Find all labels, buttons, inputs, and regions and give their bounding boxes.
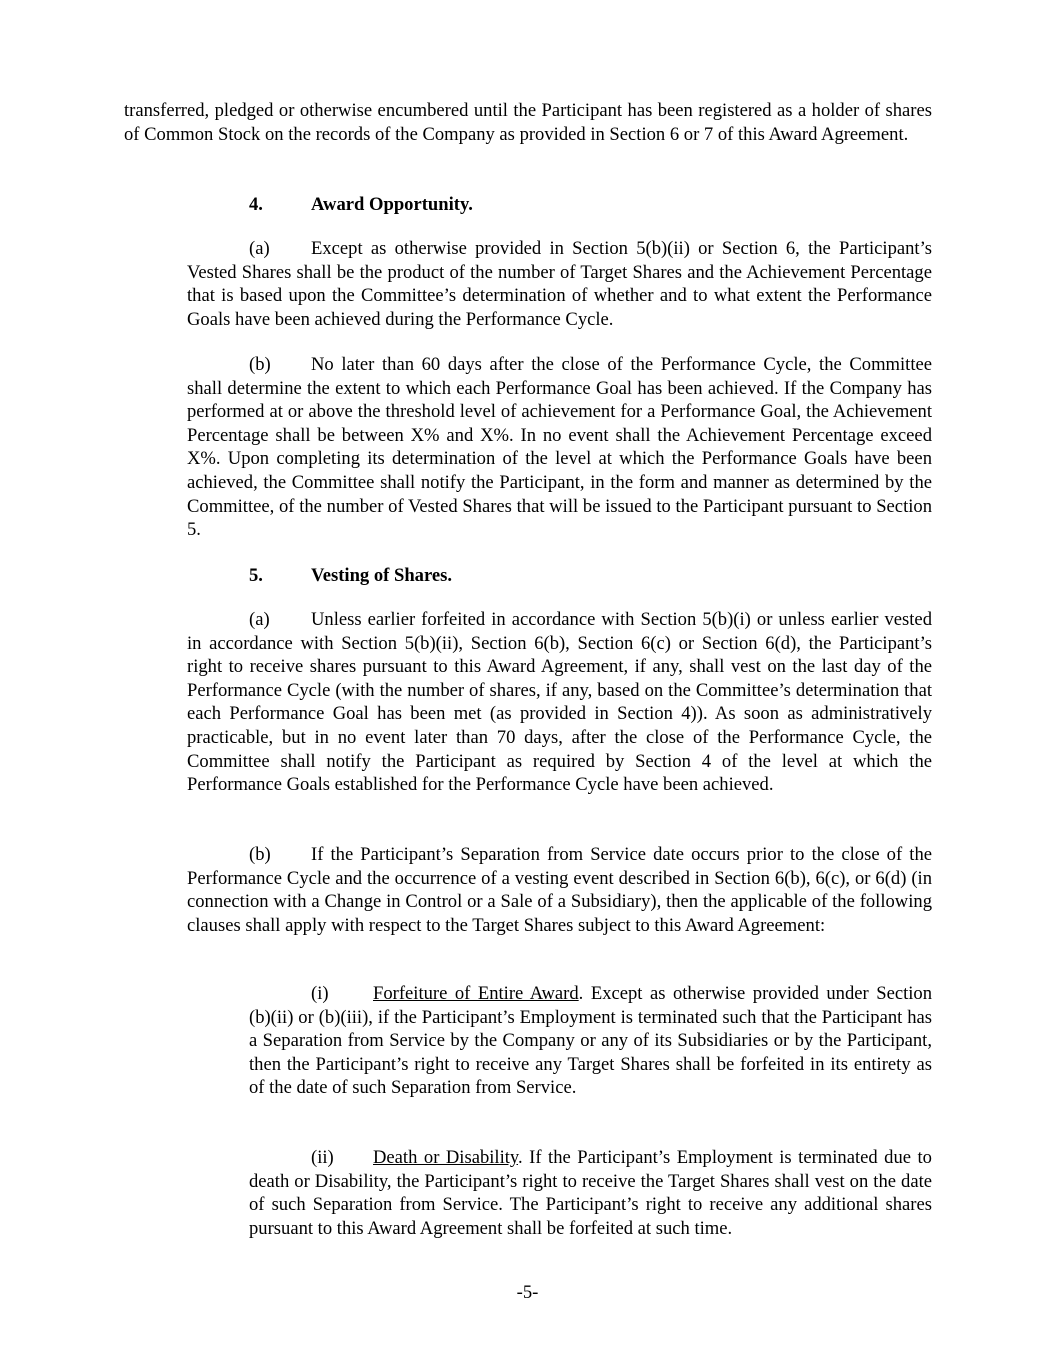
section-4-number: 4. xyxy=(249,194,263,215)
section-5-number: 5. xyxy=(249,565,263,586)
section-5b-ii-label: (ii) xyxy=(311,1147,334,1168)
section-5b-i-text: . Except as otherwise provided under Section (b)(ii) or (b)(iii), if the Participant’s Employment is terminated such that the Participant has a Separation from Service by the Company or any of its Subsidiaries or by the Participant, then the Participant’s right to receive any Target Shares shall be forfeited in its entirety as of the date of such Separation from Service. xyxy=(249,983,932,1099)
section-5b-ii-paragraph xyxy=(249,1146,932,1240)
section-5b-i-label: (i) xyxy=(311,983,329,1004)
section-5b-text: If the Participant’s Separation from Service date occurs prior to the close of the Performance Cycle and the occurrence of a vesting event described in Section 6(b), 6(c), or 6(d) (in connection with a Change in Control or a Sale of a Subsidiary), then the applicable of the following clauses shall apply with respect to the Target Shares subject to this Award Agreement: xyxy=(187,844,932,936)
section-5a-paragraph xyxy=(187,608,932,797)
section-4a-text: Except as otherwise provided in Section 5(b)(ii) or Section 6, the Participant’s Vested Shares shall be the product of the number of Target Shares and the Achievement Percentage that is based upon the Committee’s determination of whether and to what extent the Performance Goals have been achieved during the Performance Cycle. xyxy=(187,238,932,330)
section-4a-label: (a) xyxy=(249,238,270,259)
section-5b-i-paragraph xyxy=(249,982,932,1100)
section-5b-ii-text: . If the Participant’s Employment is terminated due to death or Disability, the Participant’s right to receive the Target Shares shall vest on the date of such Separation from Service. The Participant’s right to receive any additional shares pursuant to this Award Agreement shall be forfeited at such time. xyxy=(249,1147,932,1239)
section-5b-paragraph xyxy=(187,843,932,937)
section-5a-label: (a) xyxy=(249,609,270,630)
section-5b-i-heading: Forfeiture of Entire Award xyxy=(373,983,579,1004)
section-4b-text: No later than 60 days after the close of the Performance Cycle, the Committee shall determine the extent to which each Performance Goal has been achieved. If the Company has performed at or above the threshold level of achievement for a Performance Goal, the Achievement Percentage shall be between X% and X%. In no event shall the Achievement Percentage exceed X%. Upon completing its determination of the level at which the Performance Goals have been achieved, the Committee shall notify the Participant, in the form and manner as determined by the Committee, of the number of Vested Shares that will be issued to the Participant pursuant to Section 5. xyxy=(187,354,932,541)
section-5b-ii-heading: Death or Disability xyxy=(373,1147,519,1168)
section-4a-paragraph xyxy=(187,237,932,331)
section-5-title: Vesting of Shares. xyxy=(311,565,453,586)
section-4-title: Award Opportunity. xyxy=(311,194,473,215)
page-number: -5- xyxy=(516,1282,539,1303)
section-4b-paragraph xyxy=(187,353,932,542)
section-5b-label: (b) xyxy=(249,844,271,865)
section-4-heading xyxy=(249,193,473,217)
section-4b-label: (b) xyxy=(249,354,271,375)
section-5-heading xyxy=(249,564,452,588)
section-5a-text: Unless earlier forfeited in accordance with Section 5(b)(i) or unless earlier vested in accordance with Section 5(b)(ii), Section 6(b), Section 6(c) or Section 6(d), the Participant’s right to receive shares pursuant to this Award Agreement, if any, shall vest on the last day of the Performance Cycle (with the number of shares, if any, based on the Committee’s determination that each Performance Goal has been met (as provided in Section 4)). As soon as administratively practicable, but in no event later than 70 days, after the close of the Performance Cycle, the Committee shall notify the Participant as required by Section 4 of the level at which the Performance Goals established for the Performance Cycle have been achieved. xyxy=(187,609,932,796)
intro-paragraph: transferred, pledged or otherwise encumbered until the Participant has been registered as a holder of shares of Common Stock on the records of the Company as provided in Section 6 or 7 of this Award Agreement. xyxy=(124,100,932,145)
